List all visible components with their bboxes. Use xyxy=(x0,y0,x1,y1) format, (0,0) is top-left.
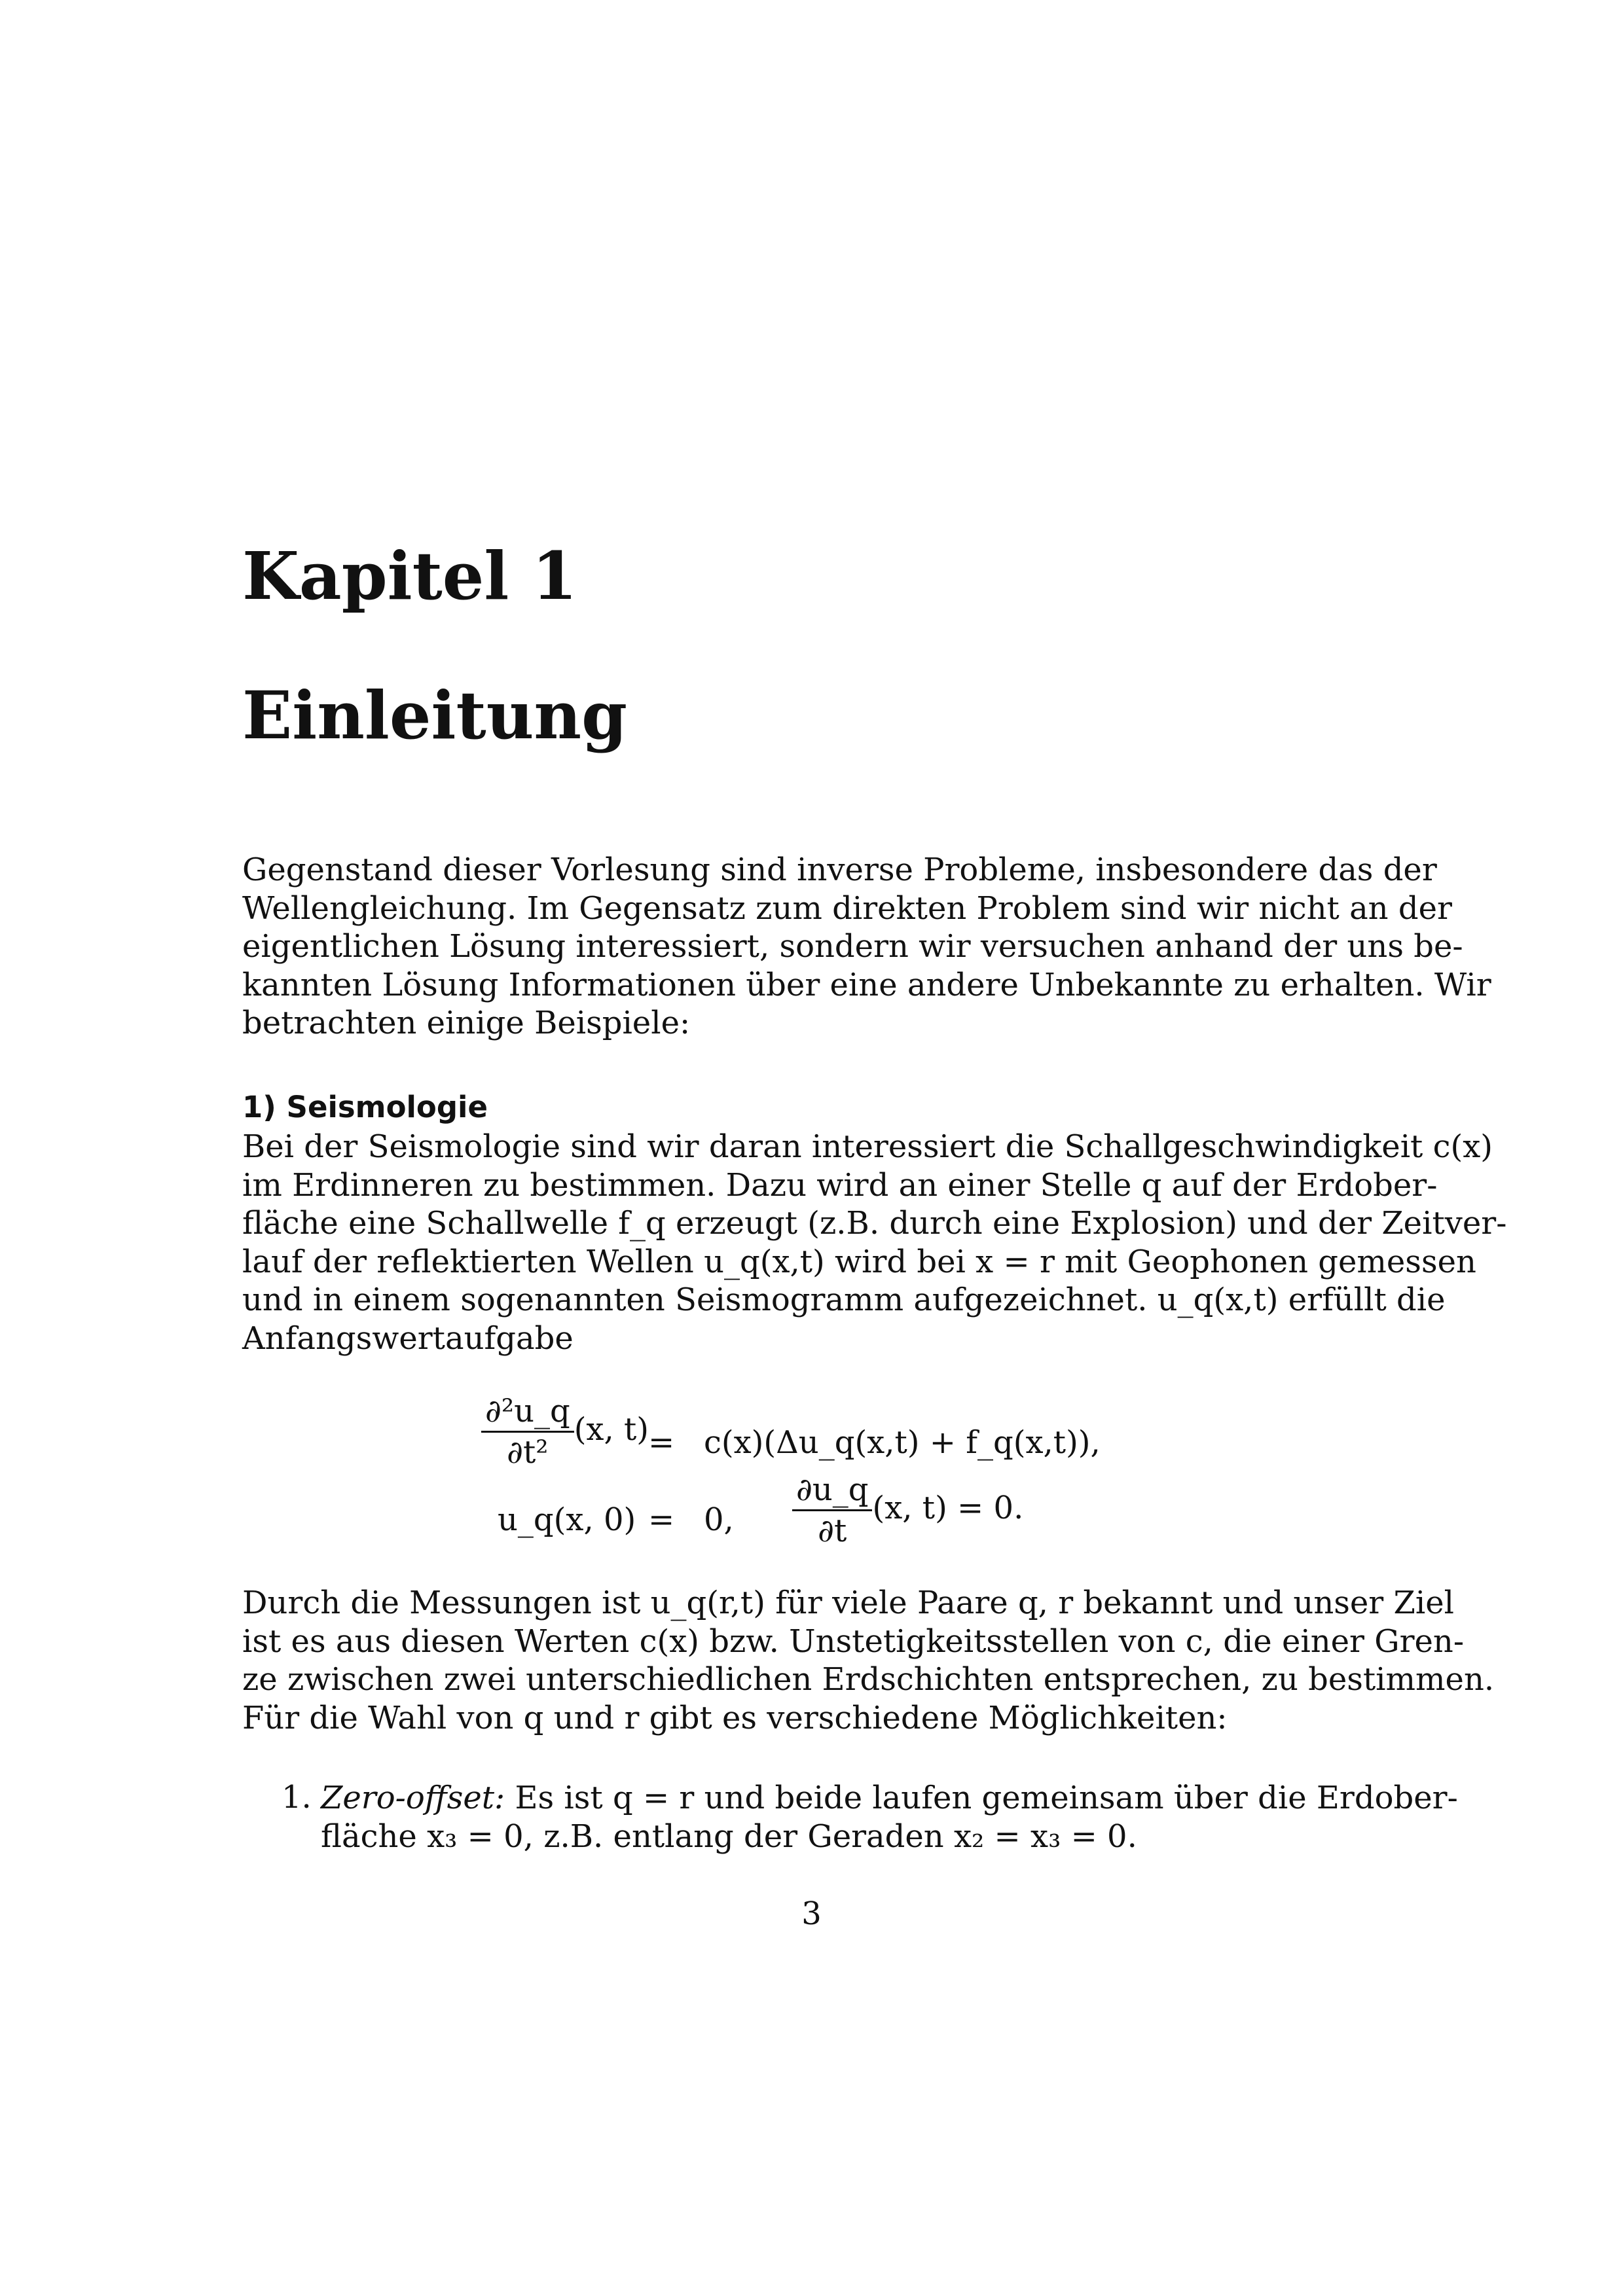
after-line: ze zwischen zwei unterschiedlichen Erdschichten entsprechen, zu bestimmen. xyxy=(242,1661,1495,1698)
list-item-term: Zero-offset: xyxy=(321,1780,505,1816)
section-line: Bei der Seismologie sind wir daran interessiert die Schallgeschwindigkeit c(x) xyxy=(242,1128,1493,1165)
equation-fraction xyxy=(792,1473,872,1548)
equation-row-2-rhs xyxy=(792,1473,1023,1548)
section-line: lauf der reflektierten Wellen u_q(x,t) wird bei x = r mit Geophonen gemessen xyxy=(242,1243,1476,1280)
intro-paragraph xyxy=(242,851,1491,1043)
equation-row-2-rhs-a: 0, xyxy=(704,1501,734,1538)
equation-row-1-lhs xyxy=(481,1394,649,1469)
intro-line: eigentlichen Lösung interessiert, sondern wir versuchen anhand der uns be- xyxy=(242,928,1463,965)
equation-row-1-rel: = xyxy=(648,1424,675,1461)
chapter-title: Einleitung xyxy=(242,677,628,754)
equation-fraction xyxy=(481,1394,574,1469)
section-line: Anfangswertaufgabe xyxy=(242,1319,574,1357)
equation-row-1-rhs: c(x)(Δu_q(x,t) + f_q(x,t)), xyxy=(704,1424,1101,1461)
after-line: Durch die Messungen ist u_q(r,t) für viele Paare q, r bekannt und unser Ziel xyxy=(242,1585,1454,1621)
section-line: und in einem sogenannten Seismogramm aufgezeichnet. u_q(x,t) erfüllt die xyxy=(242,1282,1446,1319)
section-line: fläche eine Schallwelle f_q erzeugt (z.B. durch eine Explosion) und der Zeitver- xyxy=(242,1205,1507,1242)
list-item-line xyxy=(321,1779,1458,1818)
after-line: Für die Wahl von q und r gibt es verschiedene Möglichkeiten: xyxy=(242,1699,1228,1736)
intro-line: betrachten einige Beispiele: xyxy=(242,1005,691,1042)
equation-row-2-rel: = xyxy=(648,1501,675,1538)
section-heading: 1) Seismologie xyxy=(242,1090,488,1124)
intro-line: Gegenstand dieser Vorlesung sind inverse Probleme, insbesondere das der xyxy=(242,852,1437,888)
fraction-denominator: ∂t² xyxy=(507,1434,549,1471)
fraction-numerator: ∂u_q xyxy=(792,1473,872,1511)
page-number: 3 xyxy=(801,1895,822,1932)
list-item xyxy=(321,1779,1458,1856)
list-item-text: Es ist q = r und beide laufen gemeinsam über die Erdober- xyxy=(515,1780,1458,1816)
section-line: im Erdinneren zu bestimmen. Dazu wird an einer Stelle q auf der Erdober- xyxy=(242,1166,1438,1204)
equation-args: (x, t) = 0. xyxy=(872,1490,1024,1526)
after-line: ist es aus diesen Werten c(x) bzw. Unstetigkeitsstellen von c, die einer Gren- xyxy=(242,1623,1465,1660)
list-item-line: fläche x₃ = 0, z.B. entlang der Geraden x₂ = x₃ = 0. xyxy=(321,1818,1137,1855)
equation-row-2-lhs: u_q(x, 0) xyxy=(498,1501,636,1538)
chapter-label: Kapitel 1 xyxy=(242,537,577,615)
section-paragraph xyxy=(242,1128,1507,1358)
list-item-number: 1. xyxy=(282,1779,312,1816)
fraction-numerator: ∂²u_q xyxy=(481,1394,574,1433)
intro-line: Wellengleichung. Im Gegensatz zum direkten Problem sind wir nicht an der xyxy=(242,889,1452,927)
equation-args: (x, t) xyxy=(574,1411,649,1448)
fraction-denominator: ∂t xyxy=(818,1513,847,1549)
intro-line: kannten Lösung Informationen über eine andere Unbekannte zu erhalten. Wir xyxy=(242,966,1491,1003)
after-paragraph xyxy=(242,1584,1495,1737)
